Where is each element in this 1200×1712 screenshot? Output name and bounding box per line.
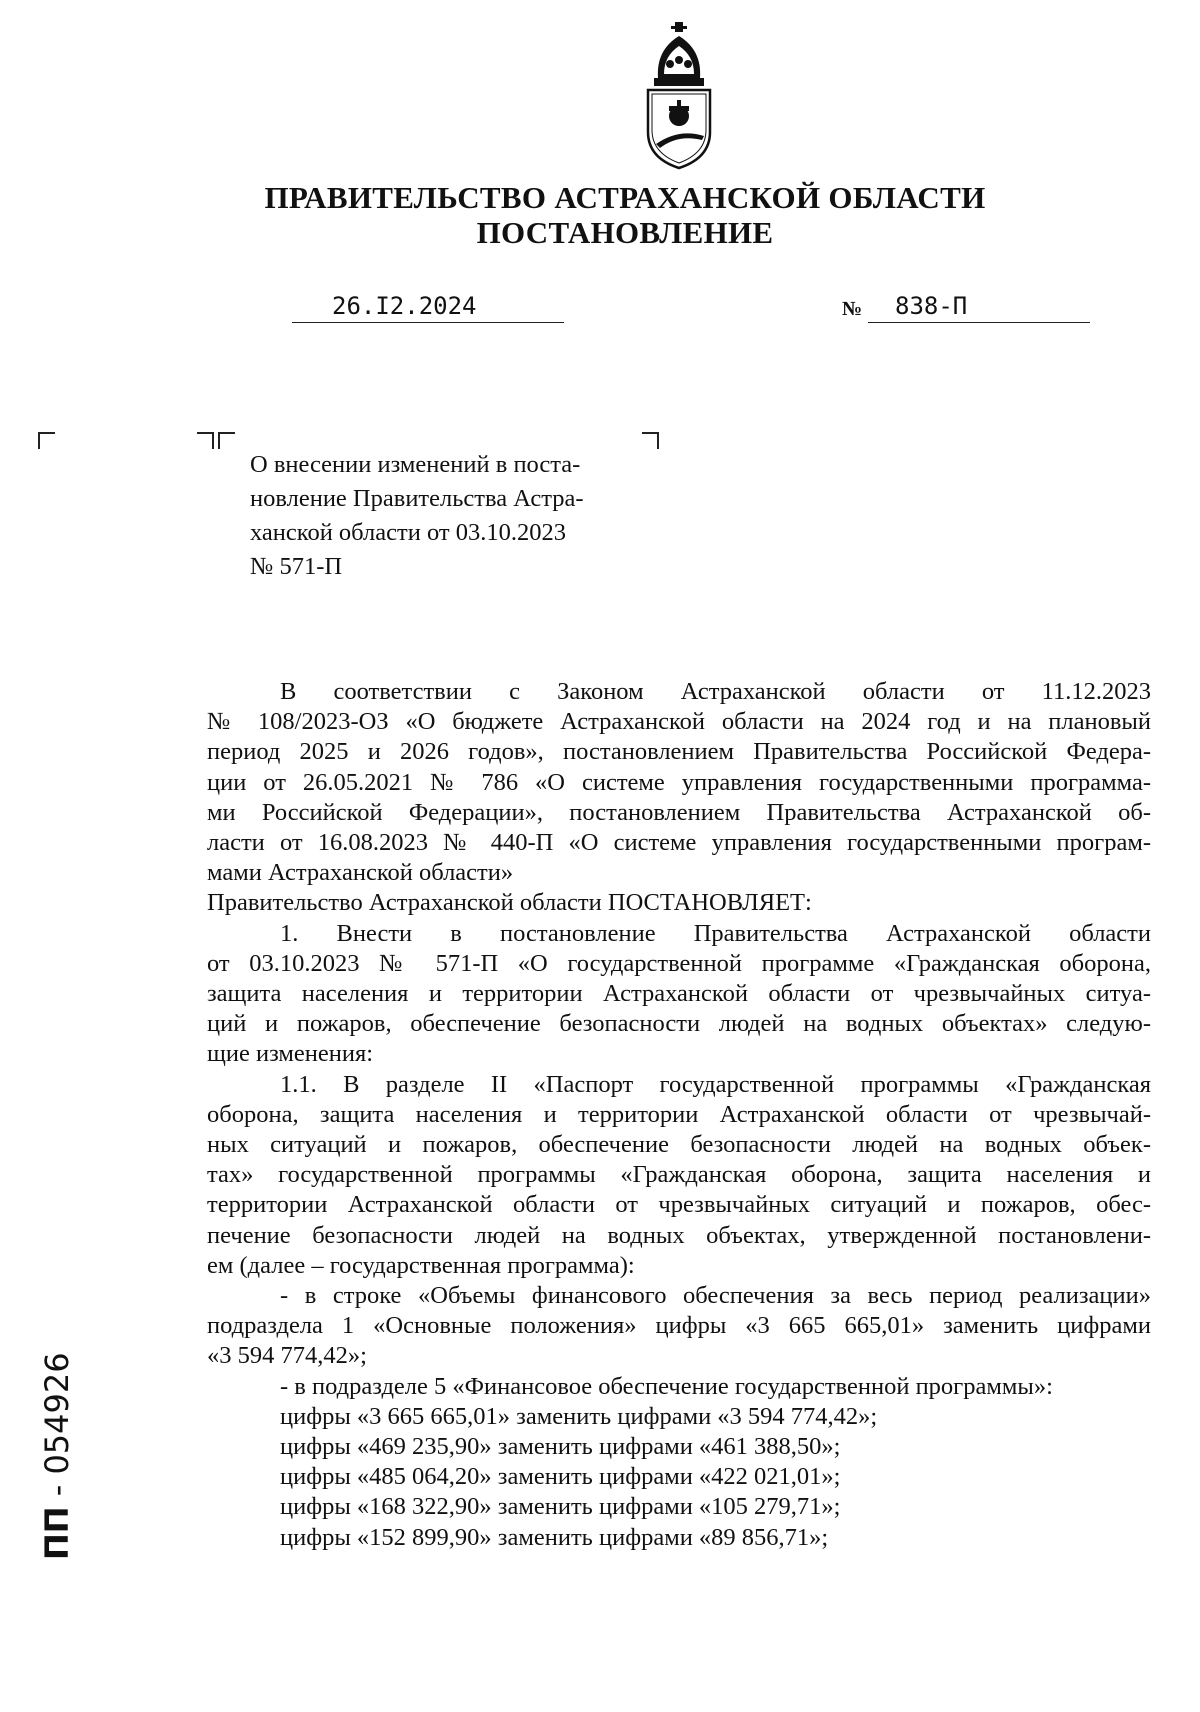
body-line: В соответствии с Законом Астраханской области от 11.12.2023 <box>280 678 1151 705</box>
document-type-title: ПОСТАНОВЛЕНИЕ <box>476 215 774 250</box>
document-body <box>207 677 1151 1553</box>
serial-number: 054926 <box>38 1352 76 1475</box>
body-line: цифры «469 235,90» заменить цифрами «461 388,50»; <box>280 1433 841 1461</box>
body-line: щие изменения: <box>207 1040 374 1068</box>
body-line: печение безопасности людей на водных объектах, утвержденной постановлени- <box>207 1221 1151 1249</box>
corner-mark-subject-right <box>642 432 659 449</box>
body-line: подраздела 1 «Основные положения» цифры «3 665 665,01» заменить цифрами <box>207 1312 1151 1340</box>
body-line: ласти от 16.08.2023 № 440-П «О системе управления государственными програм- <box>207 829 1151 857</box>
body-line: Правительство Астраханской области ПОСТАНОВЛЯЕТ: <box>207 889 812 917</box>
subject-line: О внесении изменений в поста- <box>250 451 581 478</box>
body-line: № 108/2023-ОЗ «О бюджете Астраханской области на 2024 год и на плановый <box>207 708 1151 736</box>
body-line: цифры «485 064,20» заменить цифрами «422 021,01»; <box>280 1463 841 1491</box>
body-line: ций и пожаров, обеспечение безопасности людей на водных объектах» следую- <box>207 1010 1151 1038</box>
body-line: территории Астраханской области от чрезвычайных ситуаций и пожаров, обес- <box>207 1191 1151 1219</box>
body-line: 1. Внести в постановление Правительства Астраханской области <box>280 919 1151 947</box>
body-line: 1.1. В разделе II «Паспорт государственной программы «Гражданская <box>280 1070 1151 1098</box>
body-line: период 2025 и 2026 годов», постановлением Правительства Российской Федера- <box>207 738 1151 766</box>
body-line: тах» государственной программы «Гражданская оборона, защита населения и <box>207 1161 1151 1189</box>
authority-title: ПРАВИТЕЛЬСТВО АСТРАХАНСКОЙ ОБЛАСТИ <box>264 180 986 215</box>
serial-prefix: ПП <box>38 1506 76 1560</box>
body-line: «3 594 774,42»; <box>207 1342 367 1370</box>
number-underline <box>868 322 1090 323</box>
number-sign: № <box>842 298 863 320</box>
body-line: ем (далее – государственная программа): <box>207 1251 635 1279</box>
corner-mark-subject-left-a <box>197 432 214 449</box>
body-line: ных ситуаций и пожаров, обеспечение безопасности людей на водных объек- <box>207 1131 1151 1159</box>
body-line: цифры «152 899,90» заменить цифрами «89 856,71»; <box>280 1523 829 1551</box>
subject-line: № 571-П <box>250 553 343 580</box>
body-line: ми Российской Федерации», постановлением Правительства Астраханской об- <box>207 798 1151 826</box>
corner-mark-subject-left-b <box>218 432 235 449</box>
body-line: - в подразделе 5 «Финансовое обеспечение государственной программы»: <box>280 1372 1053 1400</box>
side-serial-code <box>40 1260 74 1560</box>
coat-of-arms-emblem <box>638 20 720 170</box>
body-line: от 03.10.2023 № 571-П «О государственной программе «Гражданская оборона, <box>207 949 1151 977</box>
serial-separator: - <box>38 1474 76 1507</box>
subject-line: ханской области от 03.10.2023 <box>250 519 566 546</box>
corner-mark-left <box>38 432 55 449</box>
document-date: 26.I2.2024 <box>332 292 477 320</box>
document-number: 838-П <box>895 292 968 320</box>
body-line: - в строке «Объемы финансового обеспечения за весь период реализации» <box>280 1282 1151 1310</box>
body-line: оборона, защита населения и территории Астраханской области от чрезвычай- <box>207 1100 1151 1128</box>
subject-line: новление Правительства Астра- <box>250 485 584 512</box>
date-underline <box>292 322 564 323</box>
body-line: мами Астраханской области» <box>207 859 514 887</box>
body-line: ции от 26.05.2021 № 786 «О системе управления государственными программа- <box>207 768 1151 796</box>
body-line: защита населения и территории Астраханской области от чрезвычайных ситуа- <box>207 980 1151 1008</box>
body-line: цифры «3 665 665,01» заменить цифрами «3 594 774,42»; <box>280 1402 878 1430</box>
body-line: цифры «168 322,90» заменить цифрами «105 279,71»; <box>280 1493 841 1521</box>
document-subject <box>250 448 622 584</box>
